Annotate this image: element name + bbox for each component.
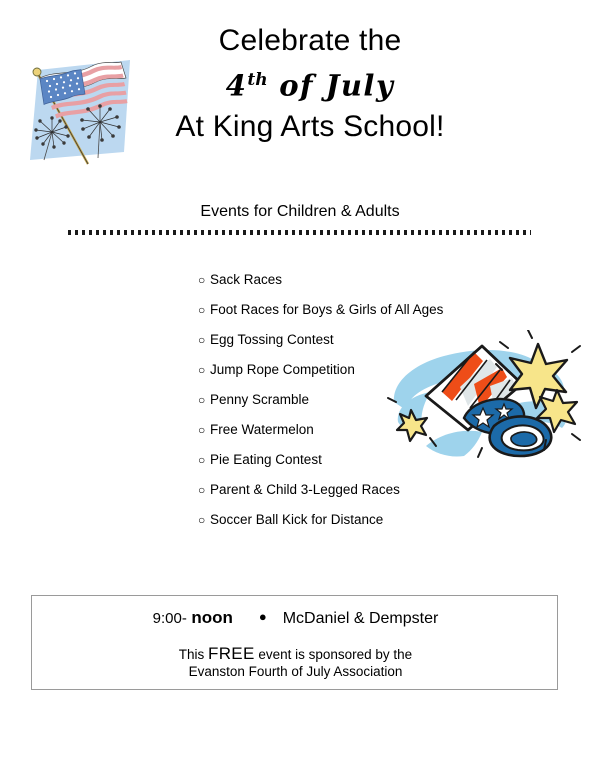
- sponsor-line-1: [32, 644, 559, 664]
- american-flag-clipart: [18, 48, 136, 166]
- list-item: [198, 272, 528, 302]
- list-item-label: Penny Scramble: [210, 392, 310, 407]
- time-and-location-line: [32, 608, 559, 628]
- free-emphasis: FREE: [208, 644, 255, 663]
- list-item: [198, 512, 528, 542]
- list-item-label: Free Watermelon: [210, 422, 314, 437]
- sponsor-organization: Evanston Fourth of July Association: [188, 664, 403, 679]
- list-item-label: Sack Races: [210, 272, 283, 287]
- title-fourth-ordinal: th: [247, 70, 268, 90]
- separator-dot-icon: ●: [258, 609, 267, 624]
- title-of-july: of July: [267, 68, 395, 103]
- bullet-icon: ○: [198, 393, 206, 407]
- bullet-icon: ○: [198, 453, 206, 467]
- location-label: McDaniel & Dempster: [282, 610, 439, 627]
- sponsor-suffix: event is sponsored by the: [254, 647, 413, 662]
- bullet-icon: ○: [198, 423, 206, 437]
- bullet-icon: ○: [198, 513, 206, 527]
- flyer-title-block: [140, 22, 480, 148]
- end-time-label: noon: [191, 608, 233, 627]
- title-line-school: At King Arts School!: [175, 109, 445, 143]
- list-item-label: Soccer Ball Kick for Distance: [210, 512, 384, 527]
- events-section-heading: Events for Children & Adults: [200, 203, 400, 220]
- start-time-label: 9:00-: [152, 610, 187, 627]
- sponsor-prefix: This: [178, 647, 209, 662]
- title-line-celebrate: Celebrate the: [218, 24, 402, 57]
- title-fourth-number: 4: [225, 68, 248, 103]
- list-item-label: Foot Races for Boys & Girls of All Ages: [210, 302, 444, 317]
- uncle-sam-hat-clipart: [386, 330, 584, 460]
- list-item: [198, 482, 528, 512]
- bullet-icon: ○: [198, 363, 206, 377]
- dotted-divider: [68, 230, 531, 235]
- event-info-box: [31, 595, 558, 690]
- list-item-label: Egg Tossing Contest: [210, 332, 334, 347]
- list-item-label: Pie Eating Contest: [210, 452, 322, 467]
- bullet-icon: ○: [198, 483, 206, 497]
- bullet-icon: ○: [198, 273, 206, 287]
- list-item: [198, 302, 528, 332]
- bullet-icon: ○: [198, 333, 206, 347]
- list-item-label: Parent & Child 3-Legged Races: [210, 482, 400, 497]
- title-line-fourth-of-july: [140, 60, 480, 106]
- list-item-label: Jump Rope Competition: [210, 362, 355, 377]
- flyer-header: [0, 0, 600, 180]
- bullet-icon: ○: [198, 303, 206, 317]
